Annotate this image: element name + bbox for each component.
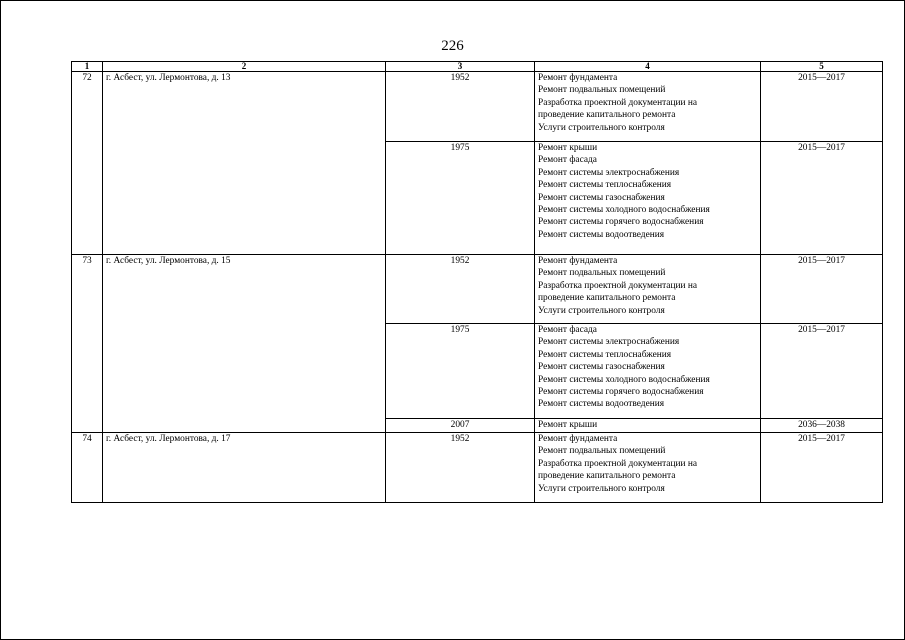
building-address: г. Асбест, ул. Лермонтова, д. 17	[103, 433, 386, 503]
work-item: Разработка проектной документации на	[538, 280, 698, 291]
column-header: 4	[535, 62, 761, 72]
work-item: Разработка проектной документации на	[538, 97, 698, 108]
header-row	[72, 62, 883, 72]
building-address: г. Асбест, ул. Лермонтова, д. 13	[103, 72, 386, 255]
works-list	[535, 142, 761, 255]
work-item: Ремонт системы теплоснабжения	[538, 180, 672, 191]
repair-period: 2015—2017	[761, 433, 883, 503]
work-item: Ремонт фундамента	[538, 256, 618, 266]
work-item: Ремонт системы теплоснабжения	[538, 349, 672, 360]
work-item: Ремонт подвальных помещений	[538, 446, 666, 457]
works-list	[535, 255, 761, 324]
build-year: 1952	[386, 255, 535, 324]
work-item: проведение капитального ремонта	[538, 110, 676, 121]
column-header: 3	[386, 62, 535, 72]
work-item: Ремонт системы газоснабжения	[538, 362, 665, 373]
build-year: 1952	[386, 72, 535, 142]
build-year: 1975	[386, 142, 535, 255]
repair-period: 2015—2017	[761, 324, 883, 419]
work-item: Ремонт крыши	[538, 143, 598, 153]
works-list	[535, 419, 761, 433]
work-item: Ремонт системы водоотведения	[538, 229, 665, 240]
work-item: Ремонт фундамента	[538, 434, 618, 444]
repair-period: 2036—2038	[761, 419, 883, 433]
building-address: г. Асбест, ул. Лермонтова, д. 15	[103, 255, 386, 433]
work-item: проведение капитального ремонта	[538, 293, 676, 304]
work-item: Ремонт системы холодного водоснабжения	[538, 205, 710, 216]
work-item: Ремонт фасада	[538, 325, 597, 335]
work-item: Ремонт системы холодного водоснабжения	[538, 374, 710, 385]
work-item: проведение капитального ремонта	[538, 471, 676, 482]
works-list	[535, 433, 761, 503]
table-body	[72, 72, 883, 503]
work-item: Услуги строительного контроля	[538, 122, 665, 133]
build-year: 1975	[386, 324, 535, 419]
work-item: Ремонт системы электроснабжения	[538, 167, 680, 178]
work-item: Ремонт системы газоснабжения	[538, 192, 665, 203]
build-year: 2007	[386, 419, 535, 433]
work-item: Ремонт подвальных помещений	[538, 268, 666, 279]
work-item: Услуги строительного контроля	[538, 483, 665, 494]
repair-period: 2015—2017	[761, 142, 883, 255]
work-item: Услуги строительного контроля	[538, 305, 665, 316]
table-row	[72, 255, 883, 324]
work-item: Ремонт системы водоотведения	[538, 399, 665, 410]
work-item: Разработка проектной документации на	[538, 458, 698, 469]
work-item: Ремонт крыши	[538, 420, 598, 430]
work-item: Ремонт фундамента	[538, 73, 618, 83]
column-header: 2	[103, 62, 386, 72]
column-header: 5	[761, 62, 883, 72]
build-year: 1952	[386, 433, 535, 503]
table-row	[72, 433, 883, 503]
page-number: 226	[441, 38, 464, 54]
work-item: Ремонт системы электроснабжения	[538, 337, 680, 348]
work-item: Ремонт системы горячего водоснабжения	[538, 387, 704, 398]
row-number: 73	[72, 255, 103, 433]
repair-period: 2015—2017	[761, 72, 883, 142]
work-item: Ремонт подвальных помещений	[538, 85, 666, 96]
work-item: Ремонт фасада	[538, 155, 597, 166]
repair-schedule-table	[71, 61, 883, 503]
works-list	[535, 72, 761, 142]
row-number: 72	[72, 72, 103, 255]
works-list	[535, 324, 761, 419]
row-number: 74	[72, 433, 103, 503]
table-row	[72, 72, 883, 142]
work-item: Ремонт системы горячего водоснабжения	[538, 217, 704, 228]
repair-period: 2015—2017	[761, 255, 883, 324]
column-header: 1	[72, 62, 103, 72]
